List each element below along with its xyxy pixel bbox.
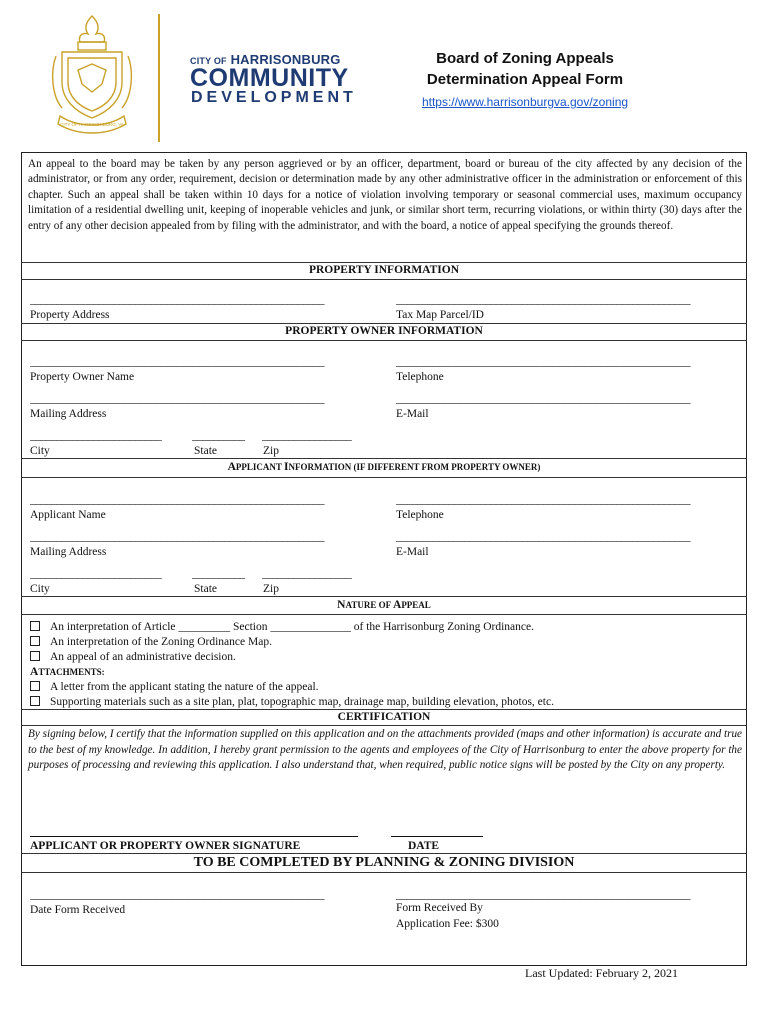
last-updated: Last Updated: February 2, 2021 — [525, 966, 678, 980]
applicant-name-label: Applicant Name — [30, 509, 106, 521]
owner-city-field[interactable]: _________________________ — [30, 430, 162, 442]
divider — [21, 725, 747, 726]
owner-mailing-label: Mailing Address — [30, 408, 107, 420]
divider — [21, 596, 747, 597]
attachments-heading: ATTACHMENTS: — [30, 666, 105, 678]
applicant-name-field[interactable]: ________________________________________________________ — [30, 494, 324, 506]
date-received-field[interactable]: ________________________________________________________ — [30, 889, 324, 901]
signature-line[interactable] — [30, 836, 358, 837]
appeal-option-map-interpretation[interactable]: An interpretation of the Zoning Ordinance Map. — [30, 636, 272, 648]
application-fee-label: Application Fee: $300 — [396, 918, 499, 930]
attachment-supporting-materials[interactable]: Supporting materials such as a site plan, plat, topographic map, drainage map, building elevation, photos, etc. — [30, 696, 554, 708]
owner-state-field[interactable]: __________ — [192, 430, 245, 442]
owner-mailing-field[interactable]: ________________________________________________________ — [30, 393, 324, 405]
property-information-title: PROPERTY INFORMATION — [308, 264, 460, 276]
logo-development: DEVELOPMENT — [191, 89, 357, 106]
property-address-field[interactable]: ________________________________________________________ — [30, 294, 324, 306]
certification-title: CERTIFICATION — [337, 711, 431, 723]
intro-paragraph: An appeal to the board may be taken by any person aggrieved or by an officer, department, board or bureau of the city affected by any decision of the administrator, or from any order, requirement, decision or determination made by any other administrative officer in the administration or enforcement of this chapter. Such an appeal shall be taken within 10 days for a notice of violation involving temporary or seasonal commercial uses, maximum occupancy limitation of a residential dwelling unit, keeping of inoperable vehicles and junk, or similar short term, recurring violations, or within thirty (30) days after the entry of any other decision appealed from by filing with the administrator, and with the board, a notice of appeal specifying the grounds thereof. — [28, 158, 742, 232]
owner-state-label: State — [194, 445, 217, 457]
nature-of-appeal-title: NATURE OF APPEAL — [337, 599, 431, 611]
owner-zip-field[interactable]: _________________ — [262, 430, 352, 442]
planning-division-title: TO BE COMPLETED BY PLANNING & ZONING DIVISION — [193, 855, 575, 870]
owner-email-label: E-Mail — [396, 408, 429, 420]
city-seal-logo — [48, 12, 136, 140]
applicant-email-label: E-Mail — [396, 546, 429, 558]
appeal-option-article-interpretation[interactable]: An interpretation of Article _________ Section ______________ of the Harrisonburg Zoning Ordinance. — [30, 621, 534, 633]
applicant-city-label: City — [30, 583, 50, 595]
received-by-field[interactable]: ________________________________________________________ — [396, 889, 690, 901]
attachment-letter[interactable]: A letter from the applicant stating the nature of the appeal. — [30, 681, 319, 693]
owner-name-field[interactable]: ________________________________________________________ — [30, 356, 324, 368]
applicant-city-field[interactable]: _________________________ — [30, 568, 162, 580]
applicant-state-field[interactable]: __________ — [192, 568, 245, 580]
divider — [21, 614, 747, 615]
divider — [21, 458, 747, 459]
signature-label: APPLICANT OR PROPERTY OWNER SIGNATURE — [30, 840, 301, 852]
divider — [21, 709, 747, 710]
checkbox[interactable] — [30, 681, 40, 691]
date-received-label: Date Form Received — [30, 904, 126, 916]
applicant-zip-label: Zip — [263, 583, 279, 595]
owner-name-label: Property Owner Name — [30, 371, 135, 383]
logo-city-of-harrisonburg: CITY OF HARRISONBURG — [190, 52, 341, 67]
checkbox[interactable] — [30, 651, 40, 661]
tax-map-field[interactable]: ________________________________________________________ — [396, 294, 690, 306]
divider — [21, 477, 747, 478]
applicant-telephone-field[interactable]: ________________________________________________________ — [396, 494, 690, 506]
zoning-url-link[interactable]: https://www.harrisonburgva.gov/zoning — [421, 95, 629, 109]
logo-community: COMMUNITY — [190, 64, 349, 92]
checkbox[interactable] — [30, 636, 40, 646]
owner-city-label: City — [30, 445, 50, 457]
received-by-label: Form Received By — [396, 902, 483, 914]
applicant-state-label: State — [194, 583, 217, 595]
applicant-email-field[interactable]: ________________________________________________________ — [396, 531, 690, 543]
applicant-mailing-label: Mailing Address — [30, 546, 107, 558]
owner-zip-label: Zip — [263, 445, 279, 457]
form-title-line1: Board of Zoning Appeals — [436, 50, 614, 67]
divider — [21, 323, 747, 324]
divider — [21, 279, 747, 280]
divider — [21, 872, 747, 873]
divider — [21, 853, 747, 854]
owner-email-field[interactable]: ________________________________________________________ — [396, 393, 690, 405]
property-address-label: Property Address — [30, 309, 110, 321]
date-line[interactable] — [391, 836, 483, 837]
divider — [21, 262, 747, 263]
header-divider — [158, 14, 160, 142]
checkbox[interactable] — [30, 621, 40, 631]
certification-text: By signing below, I certify that the information supplied on this application and on the attachments provided (maps and other information) is accurate and true to the best of my knowledge. In addition, I hereby grant permission to the agents and employees of the City of Harrisonburg to enter the above property for the purposes of processing and reviewing this application. I also understand that, when required, public notice signs will be posted by the City on any property. — [28, 728, 742, 772]
applicant-mailing-field[interactable]: ________________________________________________________ — [30, 531, 324, 543]
date-label: DATE — [408, 840, 440, 852]
tax-map-label: Tax Map Parcel/ID — [396, 309, 484, 321]
seal-text: CITY OF HARRISONBURG, VA — [60, 122, 124, 127]
appeal-option-administrative-decision[interactable]: An appeal of an administrative decision. — [30, 651, 236, 663]
checkbox[interactable] — [30, 696, 40, 706]
owner-telephone-field[interactable]: ________________________________________________________ — [396, 356, 690, 368]
owner-telephone-label: Telephone — [396, 371, 444, 383]
applicant-information-title: APPLICANT INFORMATION (IF DIFFERENT FROM PROPERTY OWNER) — [227, 461, 541, 473]
divider — [21, 340, 747, 341]
applicant-telephone-label: Telephone — [396, 509, 444, 521]
property-owner-title: PROPERTY OWNER INFORMATION — [285, 325, 483, 337]
applicant-zip-field[interactable]: _________________ — [262, 568, 352, 580]
form-title-line2: Determination Appeal Form — [426, 71, 624, 88]
